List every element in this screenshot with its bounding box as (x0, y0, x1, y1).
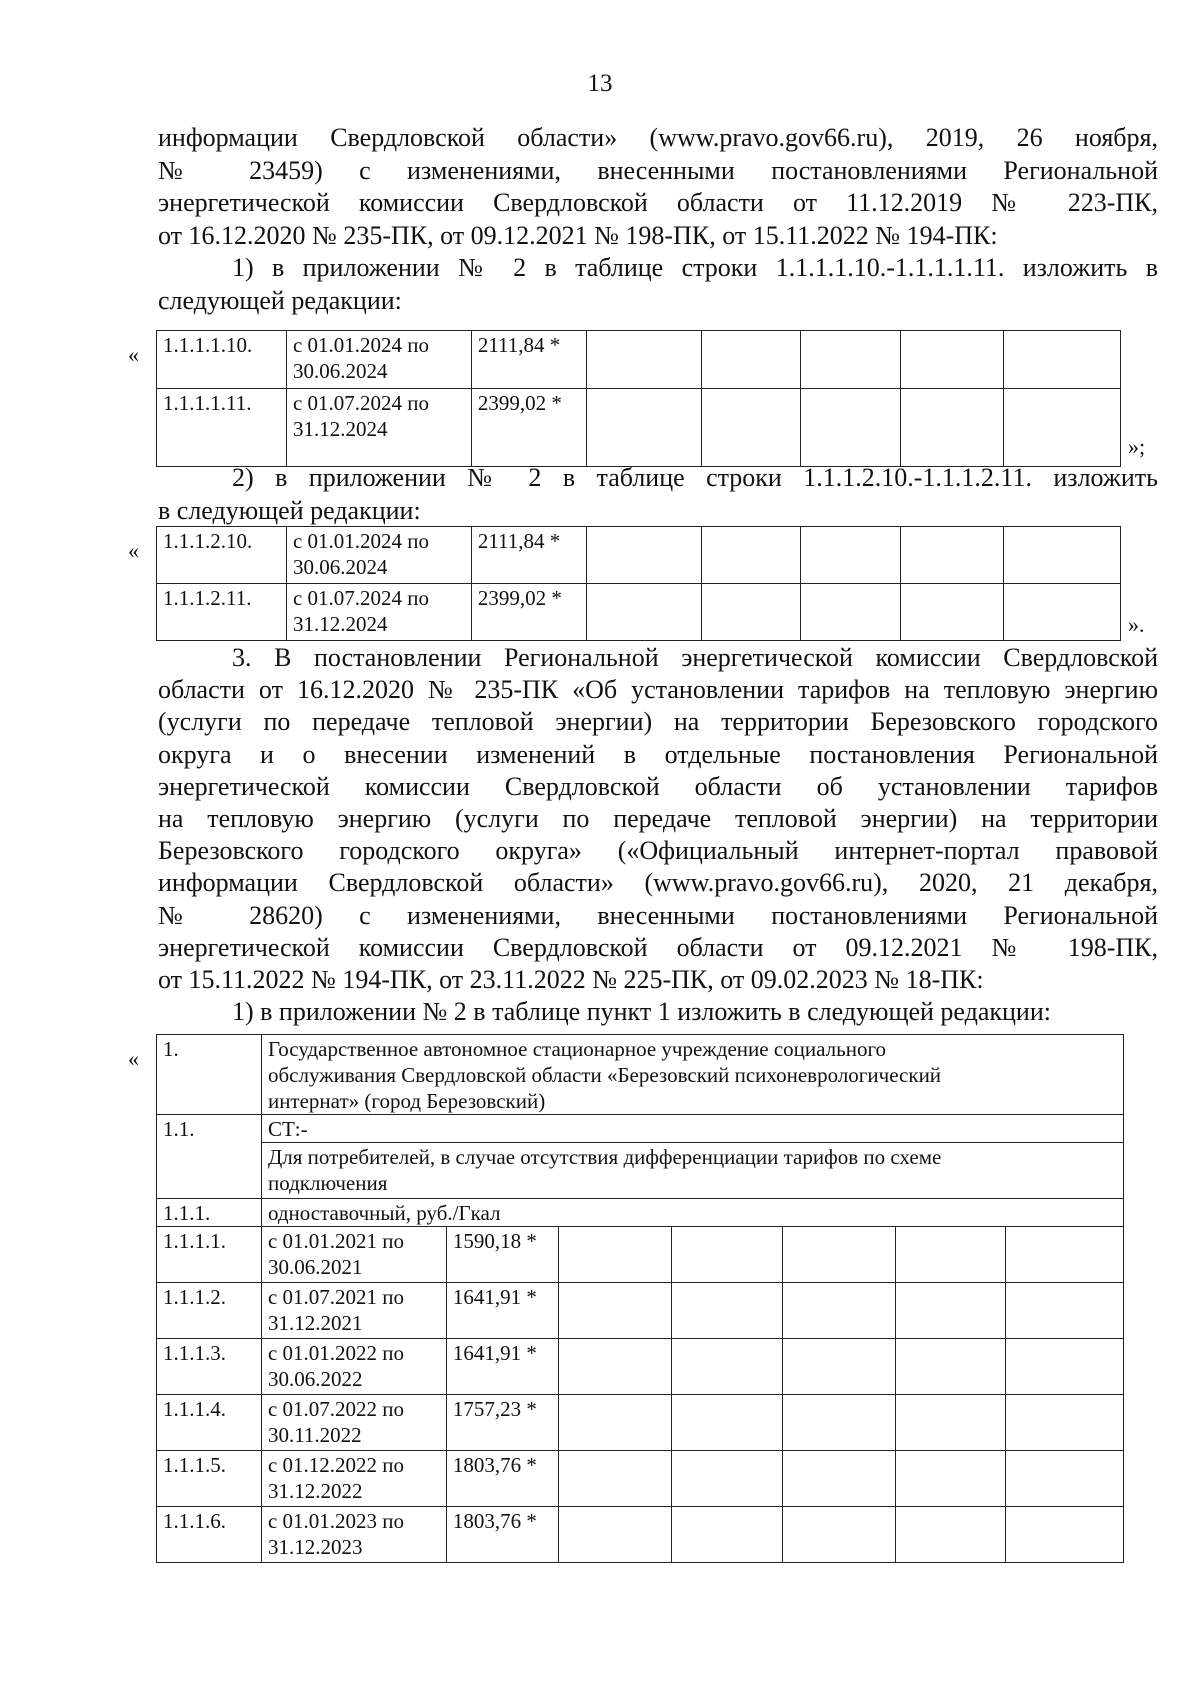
tariff-value: 1590,18 * (446, 1227, 558, 1283)
period-cell: с 01.01.2024 по 30.06.2024 (286, 331, 471, 389)
tariff-value: 1641,91 * (446, 1339, 558, 1395)
text-line: от 16.12.2020 № 235-ПК, от 09.12.2021 № 198-ПК, от 15.11.2022 № 194-ПК: (158, 220, 998, 250)
tariff-value: 2399,02 * (471, 389, 586, 467)
row-number: 1. (157, 1035, 262, 1115)
tariff-table-3 (156, 1034, 1124, 1563)
text-line: информации Свердловской области» (www.pravo.gov66.ru), 2019, 26 ноября, (158, 123, 1158, 152)
row-number: 1.1. (157, 1115, 262, 1199)
tariff-value: 1803,76 * (446, 1507, 558, 1563)
table-row (157, 1143, 1124, 1199)
text-line: 1) в приложении № 2 в таблице строки 1.1.1.1.10.-1.1.1.1.11. изложить в (232, 253, 1158, 282)
close-quote: »; (1128, 434, 1146, 459)
tariff-table-2 (156, 526, 1121, 641)
table-row (157, 389, 1121, 467)
close-quote: ». (1128, 612, 1145, 637)
text-line: энергетической комиссии Свердловской области об установлении тарифов (158, 771, 1158, 801)
row-number: 1.1.1.2.11. (157, 584, 287, 641)
row-number: 1.1.1.2.10. (157, 527, 287, 584)
table-row (157, 1451, 1124, 1507)
period-cell: с 01.07.2024 по 31.12.2024 (286, 389, 471, 467)
table-row (157, 331, 1121, 389)
tariff-value: 2111,84 * (471, 331, 586, 389)
text-line: № 23459) с изменениями, внесенными постановлениями Региональной (158, 155, 1158, 185)
open-quote: « (128, 538, 139, 563)
open-quote: « (128, 1046, 139, 1071)
text-line: энергетической комиссии Свердловской области от 11.12.2019 № 223-ПК, (158, 188, 1158, 217)
text-line: от 15.11.2022 № 194-ПК, от 23.11.2022 № 225-ПК, от 09.02.2023 № 18-ПК: (158, 965, 984, 995)
period-cell: с 01.01.2023 по 31.12.2023 (261, 1507, 446, 1563)
table-row (157, 1035, 1124, 1115)
tariff-value: 1757,23 * (446, 1395, 558, 1451)
intro-paragraph (158, 122, 1158, 317)
table-row (157, 1115, 1124, 1143)
period-cell: с 01.07.2021 по 31.12.2021 (261, 1283, 446, 1339)
text-line: 3. В постановлении Региональной энергетической комиссии Свердловской (232, 643, 1158, 672)
tariff-table-1 (156, 330, 1121, 467)
row-number: 1.1.1.1.10. (157, 331, 287, 389)
tariff-value: 2399,02 * (471, 584, 586, 641)
text-line: на тепловую энергию (услуги по передаче тепловой энергии) на территории (158, 804, 1158, 834)
table-row (157, 1199, 1124, 1227)
period-cell: с 01.01.2022 по 30.06.2022 (261, 1339, 446, 1395)
row-number: 1.1.1.1.11. (157, 389, 287, 467)
row-number: 1.1.1.3. (157, 1339, 262, 1395)
consumers-label: Для потребителей, в случае отсутствия дифференциации тарифов по схеме подключения (261, 1143, 1123, 1199)
table-row (157, 1507, 1124, 1563)
tariff-value: 2111,84 * (471, 527, 586, 584)
row-number: 1.1.1.2. (157, 1283, 262, 1339)
organization-name: Государственное автономное стационарное учреждение социального обслуживания Свердловской области «Березовский психоневрологический интернат» (город Березовский) (261, 1035, 1123, 1115)
text-line: в следующей редакции: (158, 495, 421, 525)
tariff-value: 1641,91 * (446, 1283, 558, 1339)
text-line: 2) в приложении № 2 в таблице строки 1.1.1.2.10.-1.1.1.2.11. изложить (232, 463, 1158, 492)
open-quote: « (128, 342, 139, 367)
period-cell: с 01.01.2024 по 30.06.2024 (286, 527, 471, 584)
ct-label: СТ:- (261, 1115, 1123, 1143)
table-row (157, 1395, 1124, 1451)
page-number: 13 (587, 70, 613, 97)
table-row (157, 1227, 1124, 1283)
period-cell: с 01.12.2022 по 31.12.2022 (261, 1451, 446, 1507)
table-row (157, 584, 1121, 641)
row-number: 1.1.1.1. (157, 1227, 262, 1283)
text-line: округа и о внесении изменений в отдельные постановления Региональной (158, 739, 1158, 769)
item-2-paragraph (158, 462, 1158, 527)
text-line: Березовского городского округа» («Официальный интернет-портал правовой (158, 836, 1158, 866)
period-cell: с 01.07.2024 по 31.12.2024 (286, 584, 471, 641)
row-number: 1.1.1.6. (157, 1507, 262, 1563)
row-number: 1.1.1.4. (157, 1395, 262, 1451)
table-row (157, 1283, 1124, 1339)
section-3-paragraph (158, 642, 1158, 1028)
tariff-value: 1803,76 * (446, 1451, 558, 1507)
text-line: № 28620) с изменениями, внесенными постановлениями Региональной (158, 900, 1158, 930)
table-row (157, 527, 1121, 584)
text-line: области от 16.12.2020 № 235-ПК «Об установлении тарифов на тепловую энергию (158, 675, 1158, 705)
text-line: следующей редакции: (158, 285, 402, 315)
period-cell: с 01.01.2021 по 30.06.2021 (261, 1227, 446, 1283)
period-cell: с 01.07.2022 по 30.11.2022 (261, 1395, 446, 1451)
row-number: 1.1.1. (157, 1199, 262, 1227)
table-row (157, 1339, 1124, 1395)
text-line: энергетической комиссии Свердловской области от 09.12.2021 № 198-ПК, (158, 932, 1158, 962)
row-number: 1.1.1.5. (157, 1451, 262, 1507)
text-line: (услуги по передаче тепловой энергии) на территории Березовского городского (158, 707, 1158, 737)
single-rate-label: одноставочный, руб./Гкал (261, 1199, 1123, 1227)
text-line: 1) в приложении № 2 в таблице пункт 1 изложить в следующей редакции: (232, 997, 1051, 1027)
text-line: информации Свердловской области» (www.pravo.gov66.ru), 2020, 21 декабря, (158, 868, 1158, 898)
